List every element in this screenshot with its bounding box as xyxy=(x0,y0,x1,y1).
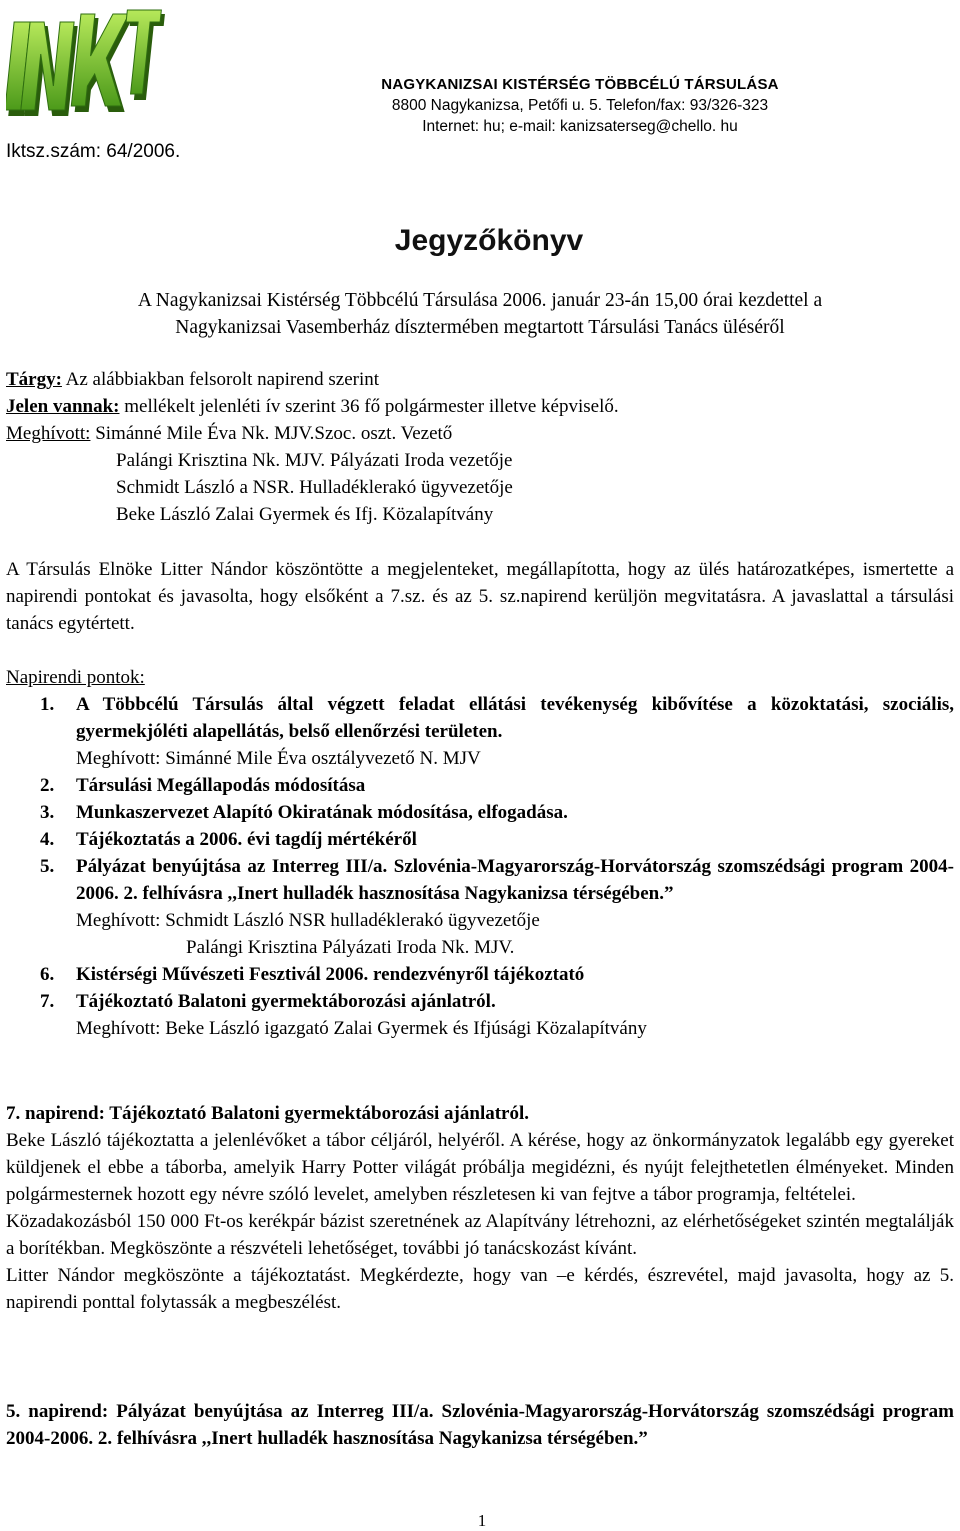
agenda-item-4 xyxy=(6,826,954,853)
agenda-item-number: 1. xyxy=(40,694,55,715)
agenda-heading-text: Napirendi pontok: xyxy=(6,667,145,688)
present-line xyxy=(6,393,954,420)
agenda-item-text: A Többcélú Társulás által végzett feladat ellátási tevékenység kibővítése a közoktatási, szociális, gyermekjóléti alapellátás, belső ellenőrzési területen. xyxy=(76,694,954,742)
agenda-item-invited: Meghívott: Simánné Mile Éva osztályvezető N. MJV xyxy=(76,748,481,769)
invited-label: Meghívott: xyxy=(6,423,91,444)
agenda-item-3 xyxy=(6,799,954,826)
section-5-heading: 5. napirend: Pályázat benyújtása az Interreg III/a. Szlovénia-Magyarország-Horvátország szomszédsági program 2004-2006. 2. felhívásra ,,Inert hulladék hasznosítása Nagykanizsa térségében.” xyxy=(6,1401,954,1449)
agenda-item-number: 7. xyxy=(40,991,55,1012)
page-number: 1 xyxy=(477,1511,487,1530)
agenda-item-text: Pályázat benyújtása az Interreg III/a. Szlovénia-Magyarország-Horvátország szomszédsági program 2004-2006. 2. felhívásra ,,Inert hulladék hasznosítása Nagykanizsa térségében.” xyxy=(76,856,954,904)
organization-contact: Internet: hu; e-mail: kanizsaterseg@chello. hu xyxy=(422,118,738,135)
agenda-item-text: Munkaszervezet Alapító Okiratának módosítása, elfogadása. xyxy=(76,802,568,823)
document-title: Jegyzőkönyv xyxy=(394,224,584,257)
agenda-item-1 xyxy=(6,691,954,745)
section-7-paragraph-2: Közadakozásból 150 000 Ft-os kerékpár bázist szeretnének az Alapítvány létrehozni, az elérhetőségeket szintén megtalálják a borítékban. Megköszönte a részvételi lehetőséget, további jó tanácskozást kívánt. xyxy=(6,1211,954,1259)
organization-name: NAGYKANIZSAI KISTÉRSÉG TÖBBCÉLÚ TÁRSULÁSA xyxy=(381,76,779,93)
meeting-details xyxy=(6,366,954,528)
agenda-list xyxy=(6,691,954,1042)
nktt-logo xyxy=(6,4,168,118)
agenda-item-text: Tájékoztatás a 2006. évi tagdíj mértékéről xyxy=(76,829,417,850)
agenda-item-text: Tájékoztató Balatoni gyermektáborozási ajánlatról. xyxy=(76,991,496,1012)
subtitle-line-2: Nagykanizsai Vasemberház dísztermében megtartott Társulási Tanács üléséről xyxy=(175,317,785,338)
subject-line xyxy=(6,366,954,393)
document-subtitle xyxy=(40,287,920,341)
registry-number: Iktsz.szám: 64/2006. xyxy=(6,141,181,162)
present-text: mellékelt jelenléti ív szerint 36 fő polgármester illetve képviselő. xyxy=(119,396,619,417)
agenda-item-number: 3. xyxy=(40,802,55,823)
agenda-item-5 xyxy=(6,853,954,907)
subtitle-line-1: A Nagykanizsai Kistérség Többcélú Társulása 2006. január 23-án 15,00 órai kezdettel a xyxy=(137,290,823,311)
section-7 xyxy=(6,1100,954,1316)
present-label: Jelen vannak: xyxy=(6,396,120,417)
agenda-item-invited: Palángi Krisztina Pályázati Iroda Nk. MJV. xyxy=(186,937,515,958)
agenda-item-text: Társulási Megállapodás módosítása xyxy=(76,775,366,796)
organization-header xyxy=(290,74,870,137)
agenda-item-2 xyxy=(6,772,954,799)
section-7-paragraph-3: Litter Nándor megköszönte a tájékoztatást. Megkérdezte, hogy van –e kérdés, észrevétel, majd javasolta, hogy az 5. napirendi ponttal folytassák a megbeszélést. xyxy=(6,1265,954,1313)
section-7-heading: 7. napirend: Tájékoztató Balatoni gyermektáborozási ajánlatról. xyxy=(6,1103,530,1124)
invited-text-4: Beke László Zalai Gyermek és Ifj. Közalapítvány xyxy=(116,504,494,525)
agenda-item-7 xyxy=(6,988,954,1015)
section-7-paragraph-1: Beke László tájékoztatta a jelenlévőket a tábor céljáról, helyéről. A kérése, hogy az önkormányzatok legalább egy gyereket küldjenek el ebbe a táborba, amelyik Harry Potter világát próbálja megidézni, és nyújt felejthetetlen élményeket. Minden polgármesternek hozott egy névre szóló levelet, amelyben részletesen ki van fejtve a tábor programja, feltételei. xyxy=(6,1130,954,1205)
agenda-item-number: 4. xyxy=(40,829,55,850)
invited-line xyxy=(6,420,954,447)
agenda-item-number: 6. xyxy=(40,964,55,985)
agenda-item-invited: Meghívott: Beke László igazgató Zalai Gyermek és Ifjúsági Közalapítvány xyxy=(76,1018,647,1039)
invited-text-1: Simánné Mile Éva Nk. MJV.Szoc. oszt. Vezető xyxy=(90,423,453,444)
nktt-logo-graphic xyxy=(6,4,168,118)
agenda-item-text: Kistérségi Művészeti Fesztivál 2006. rendezvényről tájékoztató xyxy=(76,964,585,985)
agenda-item-number: 2. xyxy=(40,775,55,796)
agenda-heading xyxy=(6,664,954,691)
subject-label: Tárgy: xyxy=(6,369,62,390)
subject-text: Az alábbiakban felsorolt napirend szerint xyxy=(61,369,380,390)
invited-text-2: Palángi Krisztina Nk. MJV. Pályázati Iroda vezetője xyxy=(116,450,513,471)
agenda-item-invited: Meghívott: Schmidt László NSR hulladéklerakó ügyvezetője xyxy=(76,910,540,931)
invited-text-3: Schmidt László a NSR. Hulladéklerakó ügyvezetője xyxy=(116,477,513,498)
intro-paragraph: A Társulás Elnöke Litter Nándor köszöntötte a megjelenteket, megállapította, hogy az ülés határozatképes, ismertette a napirendi pontokat és javasolta, hogy elsőként a 7.sz. és az 5. sz.napirend kerüljön megvitatásra. A javaslattal a társulási tanács egytértett. xyxy=(6,559,954,634)
agenda-item-number: 5. xyxy=(40,856,55,877)
agenda-item-6 xyxy=(6,961,954,988)
organization-address: 8800 Nagykanizsa, Petőfi u. 5. Telefon/fax: 93/326-323 xyxy=(391,97,769,114)
